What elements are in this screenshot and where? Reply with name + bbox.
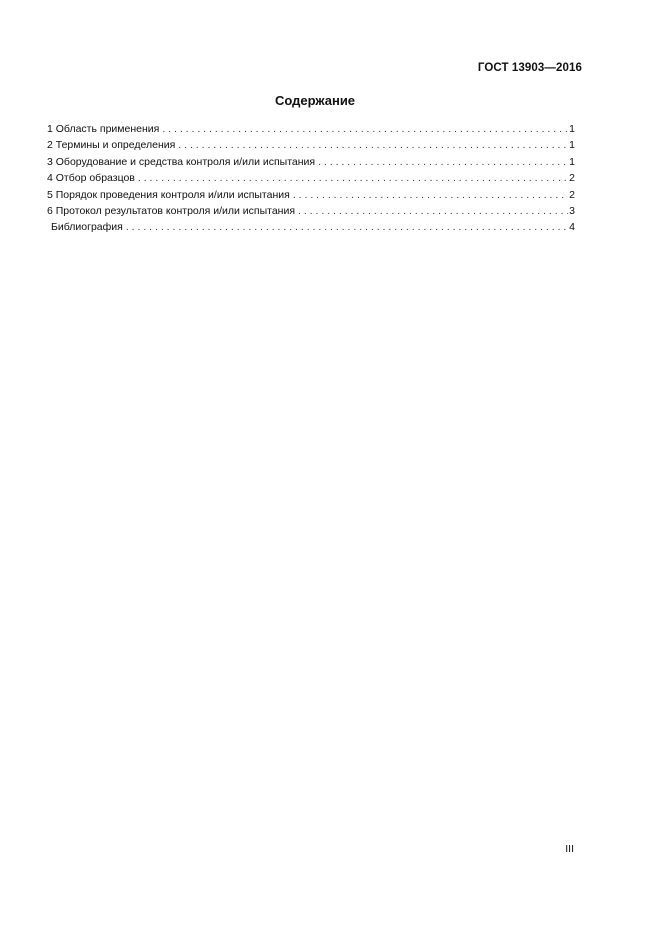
toc-entry-page: 2	[569, 172, 575, 185]
toc-dot-leader	[318, 154, 568, 170]
toc-entry-label: 3 Оборудование и средства контроля и/или испытания	[47, 155, 316, 168]
toc-entry[interactable]	[47, 137, 575, 153]
toc-entry-page: 3	[569, 204, 575, 217]
toc-dot-leader	[293, 187, 568, 203]
toc-entry-page: 1	[569, 123, 575, 135]
toc-entry-page: 2	[569, 188, 575, 201]
toc-dot-leader	[126, 219, 568, 235]
toc-entry-page: 4	[569, 221, 575, 234]
toc-entry-label: 5 Порядок проведения контроля и/или испытания	[47, 188, 290, 201]
toc-entry[interactable]	[47, 219, 575, 235]
toc-dot-leader	[178, 137, 568, 153]
toc-entry-page: 1	[569, 139, 575, 152]
document-code: ГОСТ 13903—2016	[477, 62, 582, 74]
toc-entry[interactable]	[47, 187, 575, 203]
toc-entry-page: 1	[569, 155, 575, 168]
toc-entry[interactable]	[47, 121, 575, 137]
toc-entry[interactable]	[47, 170, 575, 186]
toc-entry-label: 1 Область применения	[47, 123, 160, 135]
page-number: III	[565, 843, 574, 855]
toc-entry-label: 2 Термины и определения	[47, 139, 176, 152]
table-of-contents	[47, 121, 575, 236]
toc-dot-leader	[162, 121, 568, 137]
toc-entry[interactable]	[47, 203, 575, 219]
toc-entry-label: Библиография	[51, 221, 123, 234]
toc-dot-leader	[138, 170, 568, 186]
toc-entry[interactable]	[47, 154, 575, 170]
toc-dot-leader	[298, 203, 568, 219]
toc-entry-label: 4 Отбор образцов	[47, 172, 135, 185]
toc-title: Содержание	[274, 93, 356, 108]
toc-entry-label: 6 Протокол результатов контроля и/или испытания	[47, 204, 296, 217]
